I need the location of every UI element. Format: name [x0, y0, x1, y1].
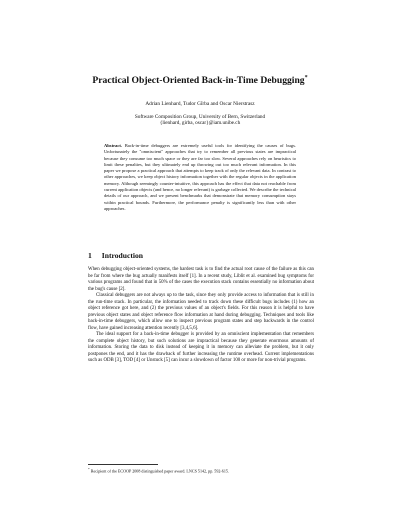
affiliation-block [0, 114, 400, 127]
footnote-rule [88, 464, 158, 465]
body-paragraph: When debugging object-oriented systems, the hardest task is to find the actual root cause of the failure as this can be far from where the bug actually manifests itself [1]. In a recent study, Liblit et al. examined bug symptoms for various programs and found that in 50% of the cases the execution stack contains essentially no information about the bug's cause [2]. [88, 267, 314, 292]
abstract [104, 143, 296, 212]
section-heading [88, 251, 143, 260]
body-paragraph: Classical debuggers are not always up to the task, since they only provide access to information that is still in the run-time stack. In particular, the information needed to track down these difficult bugs includes (1) how an object reference got here, and (2) the previous values of an object's fields. For this reason it is helpful to have previous object states and object reference flow information at hand during debugging. Techniques and tools like back-in-time debuggers, which allow one to inspect previous program states and step backwards in the control flow, have gained increasing attention recently [3,4,5,6]. [88, 293, 314, 331]
body-paragraph: The ideal support for a back-in-time debugger is provided by an omniscient implementation that remembers the complete object history, but such solutions are impractical because they generate enormous amounts of information. Storing the data to disk instead of keeping it in memory can alleviate the problem, but it only postpones the end, and it has the drawback of further increasing the runtime overhead. Current implementations such as ODB [3], TOD [4] or Unstuck [5] can incur a slowdown of factor 100 or more for non-trivial programs. [88, 332, 314, 363]
section-body [88, 267, 314, 365]
abstract-label: Abstract. [104, 143, 123, 148]
section-number: 1 [88, 251, 92, 260]
paper-title-text: Practical Object-Oriented Back-in-Time Debugging [92, 75, 305, 87]
title-footnote-mark: * [304, 75, 308, 81]
abstract-text: Back-in-time debuggers are extremely useful tools for identifying the causes of bugs. Unfortunately the "omniscient" approaches that try to remember all previous states are impractical because they consume too much space or they are far too slow. Several approaches rely on heuristics to limit these penalties, but they ultimately end up throwing out too much relevant information. In this paper we propose a practical approach that attempts to keep track of only the relevant data. In contrast to other approaches, we keep object history information together with the regular objects in the application memory. Although seemingly counter-intuitive, this approach has the effect that data not reachable from current application objects (and hence, no longer relevant) is garbage collected. We describe the technical details of our approach, and we present benchmarks that demonstrate that memory consumption stays within practical bounds. Furthermore, the performance penalty is significantly less than with other approaches. [104, 143, 296, 211]
footnote [88, 467, 314, 474]
footnote-mark: * [88, 467, 90, 471]
author-list: Adrian Lienhard, Tudor Gîrba and Oscar Nierstrasz [145, 101, 255, 107]
author-emails: {lienhard, girba, oscar}@iam.unibe.ch [159, 120, 241, 127]
affiliation: Software Composition Group, University of Bern, Switzerland [134, 114, 266, 120]
section-title: Introduction [101, 251, 144, 260]
footnote-text: Recipient of the ECOOP 2008 distinguished paper award. LNCS 5142, pp. 592-615. [90, 468, 229, 474]
paper-title [0, 72, 400, 87]
